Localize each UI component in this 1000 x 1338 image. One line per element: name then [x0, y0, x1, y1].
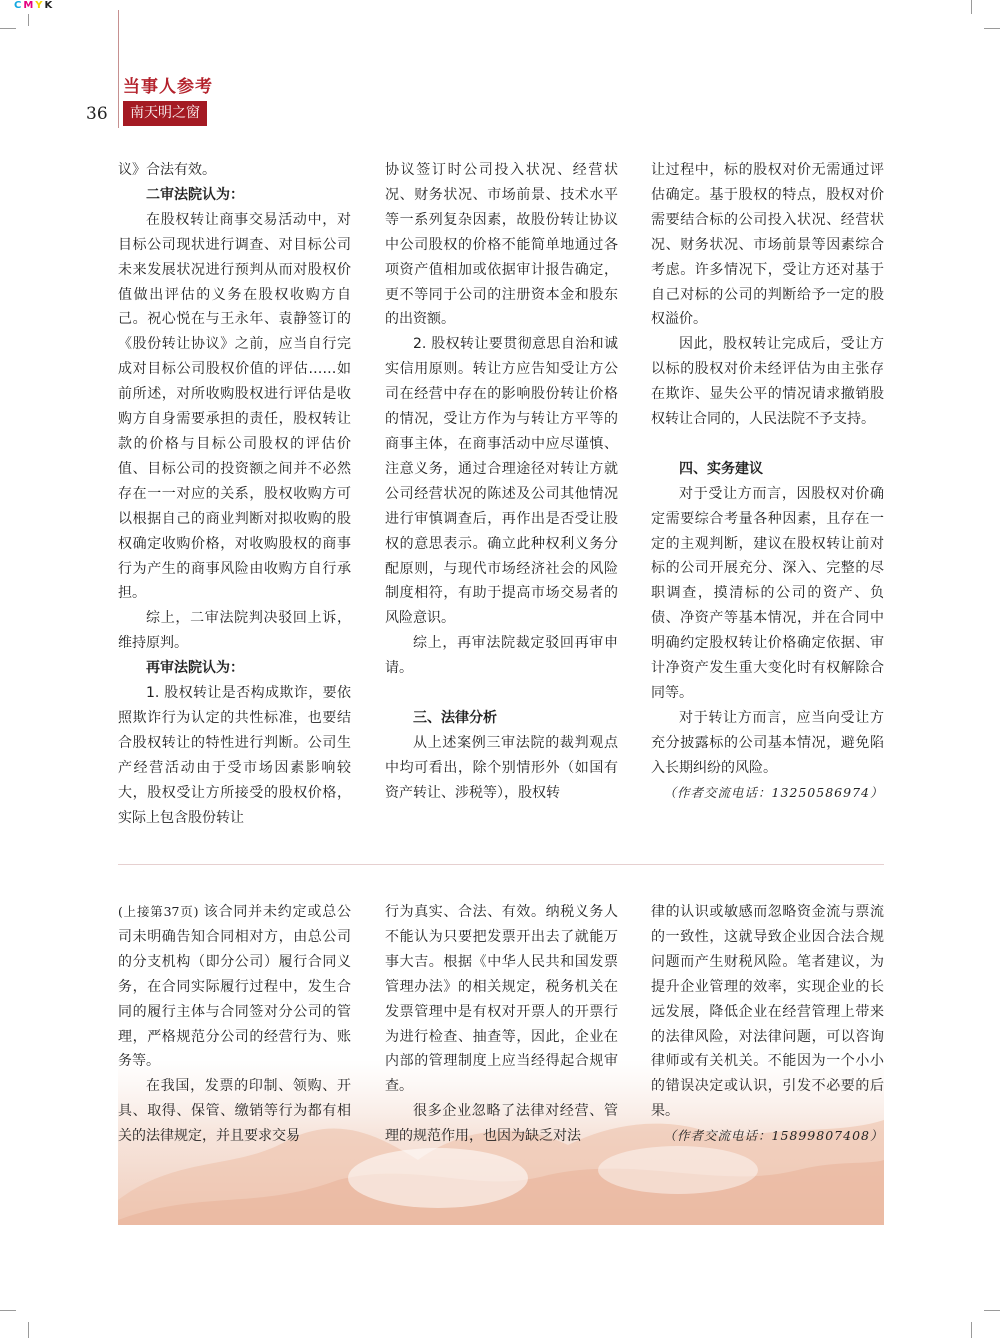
- cmyk-c: C: [14, 0, 24, 11]
- cmyk-color-bar: [14, 0, 54, 12]
- cmyk-k: K: [44, 0, 55, 11]
- paragraph: 综上，再审法院裁定驳回再审申请。: [385, 635, 618, 677]
- column-badge: 南天明之窗: [123, 101, 207, 126]
- article2-paragraph: [118, 900, 351, 1074]
- paragraph: 让过程中，标的股权对价无需通过评估确定。基于股权的特点，股权对价需要结合标的公司投入状况、经营状况、财务状况、市场前景等因素综合考虑。许多情况下，受让方还对基于自己对标的公司的判断给予一定的股权溢价。: [651, 162, 884, 328]
- paragraph: 议》合法有效。: [118, 162, 216, 178]
- paragraph: 从上述案例三审法院的裁判观点中均可看出，除个别情形外（如国有资产转让、涉税等），股权转: [385, 734, 618, 801]
- crop-mark: [984, 1310, 1000, 1311]
- crop-mark: [0, 28, 16, 29]
- article1-column-2: [385, 158, 618, 806]
- paragraph: 1. 股权转让是否构成欺诈，要依照欺诈行为认定的共性标准，也要结合股权转让的特性进行判断。公司生产经营活动由于受市场因素影响较大，股权受让方所接受的股权价格，实际上包含股份转让: [118, 685, 351, 826]
- paragraph: 二审法院认为：: [146, 186, 244, 203]
- paragraph: 综上，二审法院判决驳回上诉，维持原判。: [118, 610, 351, 652]
- continuation-note: (上接第37页): [118, 904, 199, 919]
- page-number: 36: [86, 104, 108, 124]
- author-contact: （作者交流电话：15899807408）: [663, 1128, 884, 1144]
- crop-mark: [971, 0, 972, 14]
- crop-mark: [971, 1322, 972, 1338]
- article1-column-3: [651, 158, 884, 806]
- cmyk-m: M: [23, 0, 36, 11]
- section-title: 当事人参考: [123, 77, 213, 97]
- paragraph: 2. 股权转让要贯彻意思自治和诚实信用原则。转让方应告知受让方公司在经营中存在的影响股份转让价格的情况，受让方作为与转让方平等的商事主体，在商事活动中应尽谨慎、注意义务，通过合理途径对转让方就公司经营状况的陈述及公司其他情况进行审慎调查后，再作出是否受让股权的意思表示。确立此种权利义务分配原则，与现代市场经济社会的风险制度相符，有助于提高市场交易者的风险意识。: [385, 336, 618, 627]
- section-heading: 三、法律分析: [413, 709, 497, 726]
- paragraph: 律的认识或敏感而忽略资金流与票流的一致性，这就导致企业因合法合规问题而产生财税风险。笔者建议，为提升企业管理的效率，实现企业的长远发展，降低企业在经营管理上带来的法律风险，对法律问题，可以咨询律师或有关机关。不能因为一个小小的错误决定或认识，引发不必要的后果。: [651, 904, 884, 1120]
- paragraph: 很多企业忽略了法律对经营、管理的规范作用，也因为缺乏对法: [385, 1103, 618, 1145]
- paragraph: 再审法院认为：: [146, 660, 244, 677]
- author-contact: （作者交流电话：13250586974）: [663, 784, 884, 800]
- article2-text: 该合同并未约定或总公司未明确告知合同相对方，由总公司的分支机构（即分公司）履行合同义务，在合同实际履行过程中，发生合同的履行主体与合同签对分公司的管理，严格规范分公司的经营行为、账务等。: [118, 904, 352, 1070]
- crop-mark: [28, 14, 29, 26]
- paragraph: 对于受让方而言，因股权对价确定需要综合考量各种因素，且存在一定的主观判断，建议在股权转让前对标的公司开展充分、深入、完整的尽职调查，摸清标的公司的资产、负债、净资产等基本情况，并在合同中明确约定股权转让价格确定依据、审计净资产发生重大变化时有权解除合同等。: [651, 485, 884, 702]
- crop-mark: [0, 1310, 16, 1311]
- cmyk-y: Y: [35, 0, 45, 11]
- paragraph: 在我国，发票的印制、领购、开具、取得、保管、缴销等行为都有相关的法律规定，并且要求交易: [118, 1078, 351, 1145]
- article2-column-1: [118, 900, 351, 1149]
- article-divider: [118, 864, 884, 865]
- paragraph: 对于转让方而言，应当向受让方充分披露标的公司基本情况，避免陷入长期纠纷的风险。: [651, 709, 884, 776]
- crop-mark: [28, 1322, 29, 1338]
- paragraph: 协议签订时公司投入状况、经营状况、财务状况、市场前景、技术水平等一系列复杂因素，故股份转让协议中公司股权的价格不能简单地通过各项资产值相加或依据审计报告确定，更不等同于公司的注册资本金和股东的出资额。: [385, 162, 618, 328]
- paragraph: 因此，股权转让完成后，受让方以标的股权对价未经评估为由主张存在欺诈、显失公平的情况请求撤销股权转让合同的，人民法院不予支持。: [651, 336, 884, 428]
- header-rule: [118, 10, 119, 128]
- paragraph: 在股权转让商事交易活动中，对目标公司现状进行调查、对目标公司未来发展状况进行预判从而对股权价值做出评估的义务在股权收购方自己。祝心悦在与王永年、袁静签订的《股份转让协议》之前，应当自行完成对目标公司股权价值的评估……如前所述，对所收购股权进行评估是收购方自身需要承担的责任，股权转让款的价格与目标公司股权的评估价值、目标公司的投资额之间并不必然存在一一对应的关系，股权收购方可以根据自己的商业判断对拟收购的股权确定收购价格，对收购股权的商事行为产生的商事风险由收购方自行承担。: [118, 211, 351, 602]
- paragraph: 行为真实、合法、有效。纳税义务人不能认为只要把发票开出去了就能万事大吉。根据《中华人民共和国发票管理办法》的相关规定，税务机关在发票管理中是有权对开票人的开票行为进行检查、抽查等，因此，企业在内部的管理制度上应当经得起合规审查。: [385, 904, 618, 1095]
- crop-mark: [984, 28, 1000, 29]
- article2-column-2: [385, 900, 618, 1149]
- article1-column-1: [118, 158, 351, 830]
- article2-column-3: [651, 900, 884, 1149]
- section-heading: 四、实务建议: [679, 460, 763, 477]
